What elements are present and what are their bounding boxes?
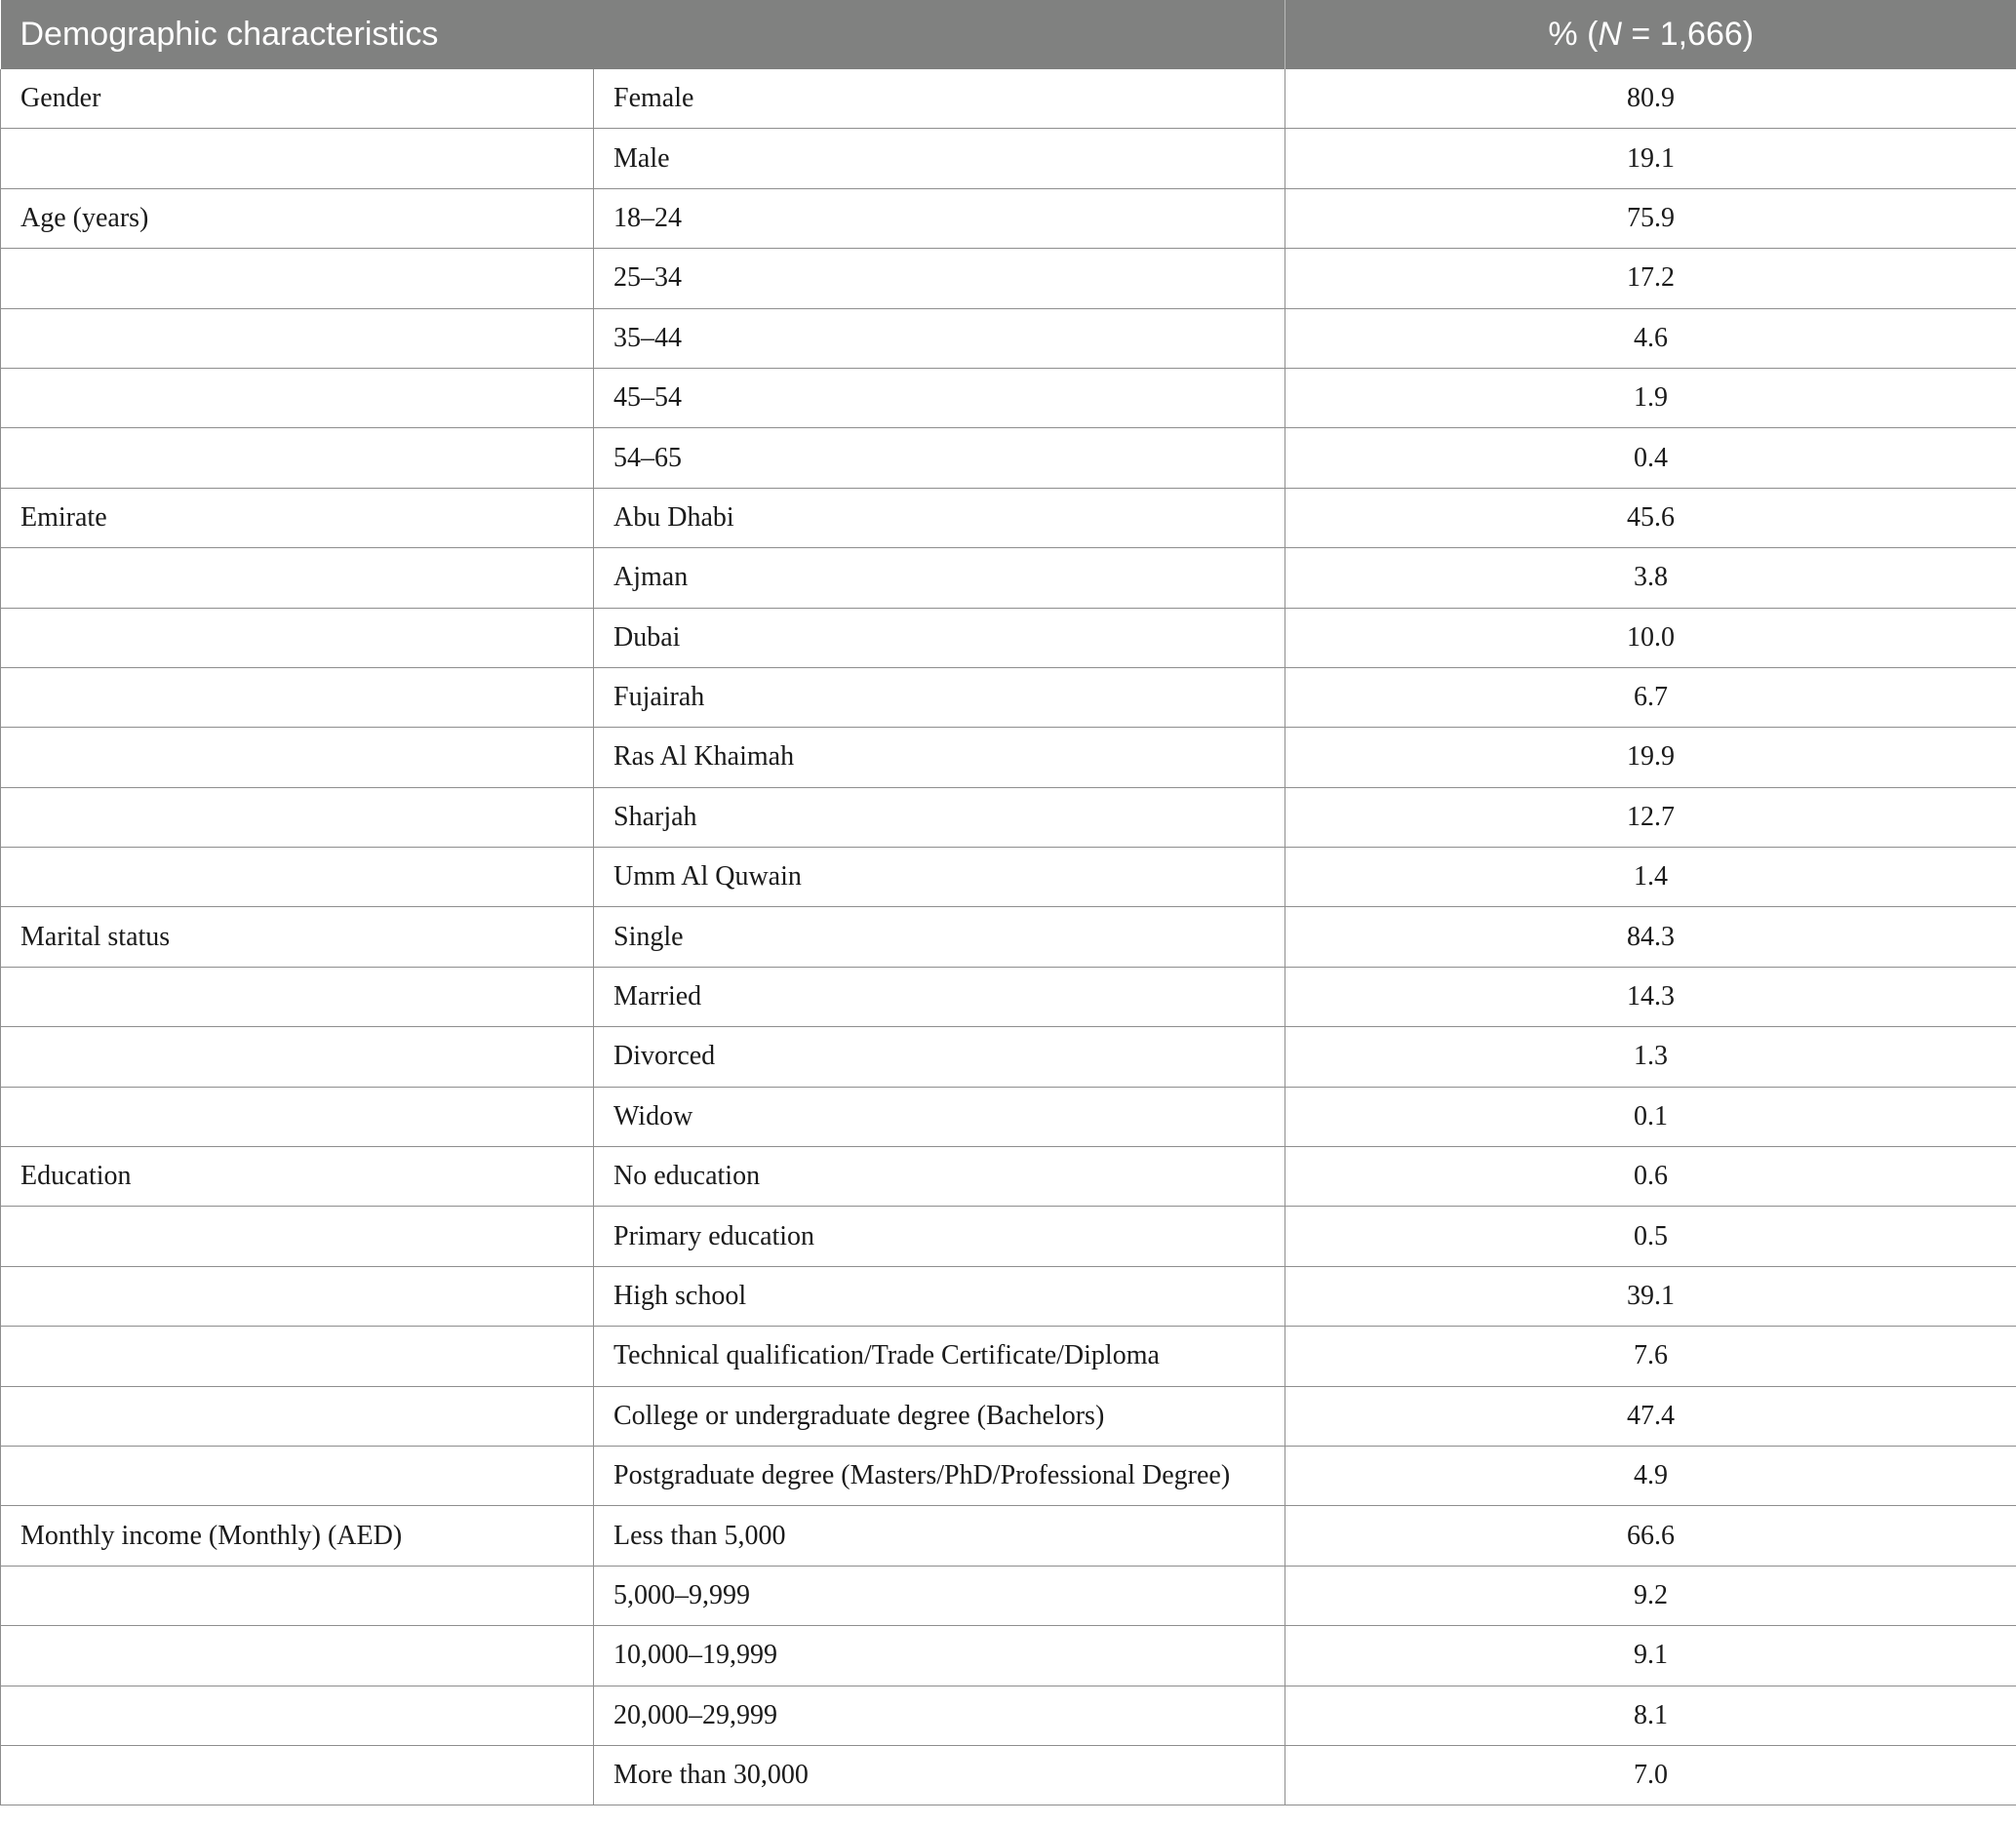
percent-cell: 1.3 xyxy=(1285,1027,2016,1087)
category-cell xyxy=(1,1446,594,1505)
category-cell xyxy=(1,1327,594,1386)
category-cell: Age (years) xyxy=(1,188,594,248)
category-cell xyxy=(1,1207,594,1266)
table-row xyxy=(1,1027,2016,1087)
percent-cell: 19.9 xyxy=(1285,728,2016,787)
table-row xyxy=(1,728,2016,787)
percent-cell: 6.7 xyxy=(1285,667,2016,727)
table-row xyxy=(1,1327,2016,1386)
subcategory-cell: Single xyxy=(594,907,1285,967)
subcategory-cell: 20,000–29,999 xyxy=(594,1686,1285,1745)
subcategory-cell: Ajman xyxy=(594,548,1285,608)
subcategory-cell: 10,000–19,999 xyxy=(594,1626,1285,1686)
subcategory-cell: College or undergraduate degree (Bachelors) xyxy=(594,1386,1285,1446)
table-row xyxy=(1,188,2016,248)
category-cell: Monthly income (Monthly) (AED) xyxy=(1,1506,594,1566)
subcategory-cell: High school xyxy=(594,1266,1285,1326)
category-cell xyxy=(1,129,594,188)
table-row xyxy=(1,548,2016,608)
category-cell xyxy=(1,967,594,1026)
subcategory-cell: 54–65 xyxy=(594,428,1285,488)
table-body xyxy=(1,69,2016,1805)
subcategory-cell: Male xyxy=(594,129,1285,188)
header-n-value: = 1,666) xyxy=(1621,16,1755,53)
subcategory-cell: Widow xyxy=(594,1087,1285,1146)
percent-cell: 39.1 xyxy=(1285,1266,2016,1326)
category-cell xyxy=(1,1266,594,1326)
table-row xyxy=(1,308,2016,368)
subcategory-cell: Postgraduate degree (Masters/PhD/Professional Degree) xyxy=(594,1446,1285,1505)
percent-cell: 14.3 xyxy=(1285,967,2016,1026)
category-cell xyxy=(1,667,594,727)
table-row xyxy=(1,848,2016,907)
subcategory-cell: Dubai xyxy=(594,608,1285,667)
subcategory-cell: Less than 5,000 xyxy=(594,1506,1285,1566)
table-row xyxy=(1,1626,2016,1686)
subcategory-cell: Female xyxy=(594,69,1285,129)
table-row xyxy=(1,1506,2016,1566)
subcategory-cell: 18–24 xyxy=(594,188,1285,248)
table-row xyxy=(1,1446,2016,1505)
category-cell xyxy=(1,249,594,308)
category-cell xyxy=(1,548,594,608)
subcategory-cell: Divorced xyxy=(594,1027,1285,1087)
percent-cell: 9.2 xyxy=(1285,1566,2016,1625)
table-row xyxy=(1,667,2016,727)
table-row xyxy=(1,967,2016,1026)
percent-cell: 47.4 xyxy=(1285,1386,2016,1446)
table-header xyxy=(1,0,2016,69)
table-row xyxy=(1,1745,2016,1805)
subcategory-cell: 35–44 xyxy=(594,308,1285,368)
percent-cell: 66.6 xyxy=(1285,1506,2016,1566)
table-row xyxy=(1,1386,2016,1446)
category-cell xyxy=(1,1027,594,1087)
percent-cell: 7.0 xyxy=(1285,1745,2016,1805)
table-row xyxy=(1,69,2016,129)
header-row xyxy=(1,0,2016,69)
header-percent-n xyxy=(1285,0,2016,69)
percent-cell: 19.1 xyxy=(1285,129,2016,188)
subcategory-cell: Married xyxy=(594,967,1285,1026)
table-row xyxy=(1,129,2016,188)
table-row xyxy=(1,428,2016,488)
percent-cell: 7.6 xyxy=(1285,1327,2016,1386)
subcategory-cell: Ras Al Khaimah xyxy=(594,728,1285,787)
category-cell xyxy=(1,728,594,787)
category-cell xyxy=(1,1626,594,1686)
category-cell xyxy=(1,848,594,907)
category-cell xyxy=(1,608,594,667)
percent-cell: 12.7 xyxy=(1285,787,2016,847)
table-row xyxy=(1,907,2016,967)
category-cell xyxy=(1,787,594,847)
table-row xyxy=(1,1087,2016,1146)
category-cell xyxy=(1,1087,594,1146)
subcategory-cell: Sharjah xyxy=(594,787,1285,847)
percent-cell: 8.1 xyxy=(1285,1686,2016,1745)
category-cell xyxy=(1,1566,594,1625)
percent-cell: 17.2 xyxy=(1285,249,2016,308)
percent-cell: 1.4 xyxy=(1285,848,2016,907)
header-n-symbol: N xyxy=(1598,16,1622,53)
table-row xyxy=(1,488,2016,547)
percent-cell: 0.5 xyxy=(1285,1207,2016,1266)
header-percent-prefix: % ( xyxy=(1548,16,1599,53)
percent-cell: 80.9 xyxy=(1285,69,2016,129)
percent-cell: 75.9 xyxy=(1285,188,2016,248)
subcategory-cell: 45–54 xyxy=(594,368,1285,427)
percent-cell: 3.8 xyxy=(1285,548,2016,608)
percent-cell: 0.4 xyxy=(1285,428,2016,488)
table-row xyxy=(1,1686,2016,1745)
subcategory-cell: More than 30,000 xyxy=(594,1745,1285,1805)
table-row xyxy=(1,368,2016,427)
percent-cell: 45.6 xyxy=(1285,488,2016,547)
category-cell: Education xyxy=(1,1147,594,1207)
subcategory-cell: Primary education xyxy=(594,1207,1285,1266)
percent-cell: 0.6 xyxy=(1285,1147,2016,1207)
header-demographic-characteristics: Demographic characteristics xyxy=(1,0,1285,69)
table-row xyxy=(1,787,2016,847)
subcategory-cell: Abu Dhabi xyxy=(594,488,1285,547)
category-cell: Gender xyxy=(1,69,594,129)
category-cell: Marital status xyxy=(1,907,594,967)
percent-cell: 84.3 xyxy=(1285,907,2016,967)
percent-cell: 9.1 xyxy=(1285,1626,2016,1686)
category-cell xyxy=(1,1386,594,1446)
subcategory-cell: No education xyxy=(594,1147,1285,1207)
percent-cell: 0.1 xyxy=(1285,1087,2016,1146)
category-cell xyxy=(1,368,594,427)
table-row xyxy=(1,608,2016,667)
table-row xyxy=(1,1207,2016,1266)
percent-cell: 4.6 xyxy=(1285,308,2016,368)
subcategory-cell: 25–34 xyxy=(594,249,1285,308)
category-cell: Emirate xyxy=(1,488,594,547)
percent-cell: 10.0 xyxy=(1285,608,2016,667)
table-row xyxy=(1,249,2016,308)
percent-cell: 1.9 xyxy=(1285,368,2016,427)
subcategory-cell: Technical qualification/Trade Certificate/Diploma xyxy=(594,1327,1285,1386)
subcategory-cell: 5,000–9,999 xyxy=(594,1566,1285,1625)
category-cell xyxy=(1,1686,594,1745)
subcategory-cell: Umm Al Quwain xyxy=(594,848,1285,907)
category-cell xyxy=(1,428,594,488)
subcategory-cell: Fujairah xyxy=(594,667,1285,727)
table-row xyxy=(1,1266,2016,1326)
category-cell xyxy=(1,308,594,368)
table-row xyxy=(1,1147,2016,1207)
table-row xyxy=(1,1566,2016,1625)
percent-cell: 4.9 xyxy=(1285,1446,2016,1505)
category-cell xyxy=(1,1745,594,1805)
